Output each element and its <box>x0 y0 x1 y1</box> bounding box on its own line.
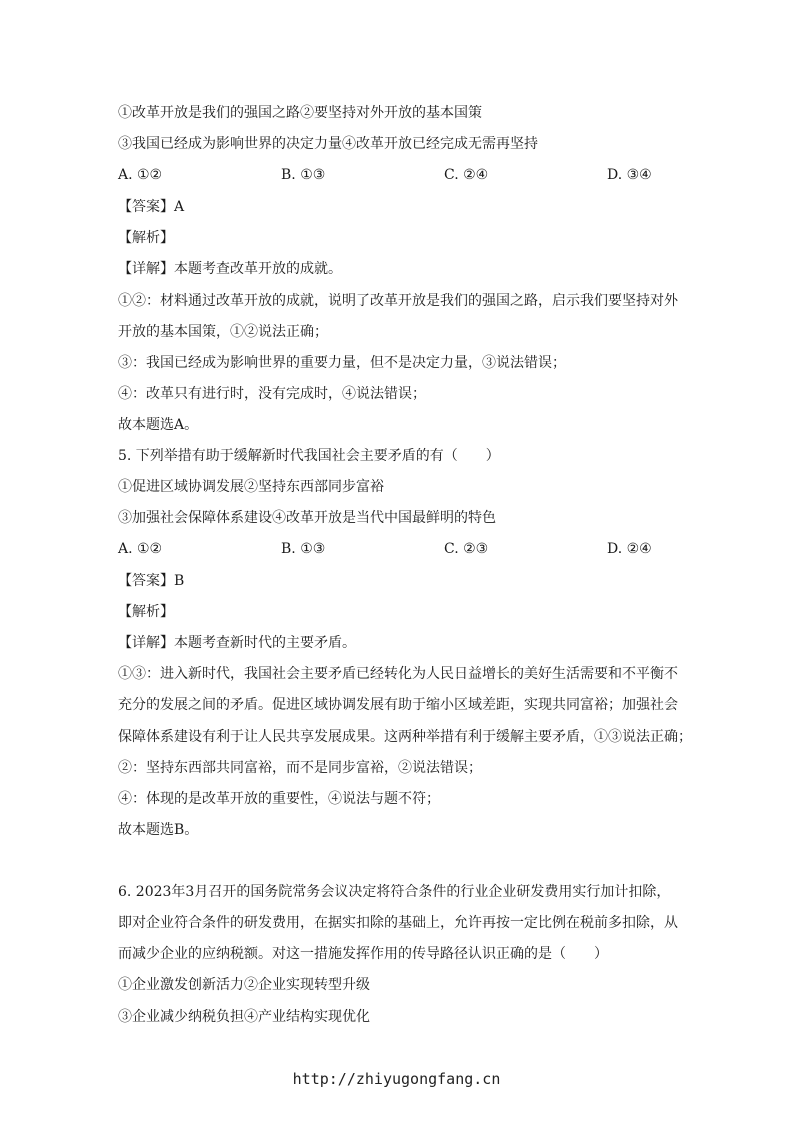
q5-explanation-1c: 保障体系建设有利于让人民共享发展成果。这两种举措有利于缓解主要矛盾，①③说法正确； <box>118 729 692 745</box>
q5-answer: 【答案】B <box>118 573 185 589</box>
q5-explanation-1a: ①③：进入新时代，我国社会主要矛盾已经转化为人民日益增长的美好生活需要和不平衡不 <box>118 666 678 682</box>
q5-conclusion: 故本题选B。 <box>118 822 199 838</box>
q5-statement-line-1: ①促进区域协调发展②坚持东西部同步富裕 <box>118 479 384 495</box>
q4-option-c: C. ②④ <box>444 167 489 183</box>
q5-statement-line-2: ③加强社会保障体系建设④改革开放是当代中国最鲜明的特色 <box>118 510 496 526</box>
q6-statement-line-1: ①企业激发创新活力②企业实现转型升级 <box>118 977 370 993</box>
q4-explanation-2: ③：我国已经成为影响世界的重要力量，但不是决定力量，③说法错误； <box>118 355 566 371</box>
q4-option-b: B. ①③ <box>281 167 326 183</box>
q5-analysis-heading: 【解析】 <box>118 604 174 620</box>
q4-statement-line-1: ①改革开放是我们的强国之路②要坚持对外开放的基本国策 <box>118 105 482 121</box>
q4-conclusion: 故本题选A。 <box>118 417 199 433</box>
q5-option-c: C. ②③ <box>444 541 489 557</box>
q5-explanation-2: ②：坚持东西部共同富裕，而不是同步富裕，②说法错误； <box>118 760 482 776</box>
q4-explanation-1a: ①②：材料通过改革开放的成就，说明了改革开放是我们的强国之路，启示我们要坚持对外 <box>118 293 678 309</box>
q5-stem: 5. 下列举措有助于缓解新时代我国社会主要矛盾的有（ ） <box>118 448 500 464</box>
q4-explanation-3: ④：改革只有进行时，没有完成时，④说法错误； <box>118 386 426 402</box>
q6-stem-line-3: 而减少企业的应纳税额。对这一措施发挥作用的传导路径认识正确的是（ ） <box>118 946 608 962</box>
q4-detail: 【详解】本题考查改革开放的成就。 <box>118 261 342 277</box>
q6-stem-line-2: 即对企业符合条件的研发费用，在据实扣除的基础上，允许再按一定比例在税前多扣除，从 <box>118 915 678 931</box>
q4-option-d: D. ③④ <box>607 167 652 183</box>
q4-explanation-1b: 开放的基本国策，①②说法正确； <box>118 324 328 340</box>
q4-answer: 【答案】A <box>118 199 185 215</box>
footer-url: http://zhiyugongfang.cn <box>292 1070 501 1088</box>
q6-statement-line-2: ③企业减少纳税负担④产业结构实现优化 <box>118 1009 370 1025</box>
q5-explanation-3: ④：体现的是改革开放的重要性，④说法与题不符； <box>118 791 440 807</box>
q4-statement-line-2: ③我国已经成为影响世界的决定力量④改革开放已经完成无需再坚持 <box>118 136 538 152</box>
q6-stem-line-1: 6. 2023年3月召开的国务院常务会议决定将符合条件的行业企业研发费用实行加计扣除， <box>118 884 671 900</box>
q5-explanation-1b: 充分的发展之间的矛盾。促进区域协调发展有助于缩小区域差距，实现共同富裕；加强社会 <box>118 697 678 713</box>
q4-analysis-heading: 【解析】 <box>118 230 174 246</box>
q5-detail: 【详解】本题考查新时代的主要矛盾。 <box>118 635 356 651</box>
q5-option-b: B. ①③ <box>281 541 326 557</box>
q4-option-a: A. ①② <box>118 167 163 183</box>
q5-option-a: A. ①② <box>118 541 163 557</box>
q5-option-d: D. ②④ <box>607 541 652 557</box>
